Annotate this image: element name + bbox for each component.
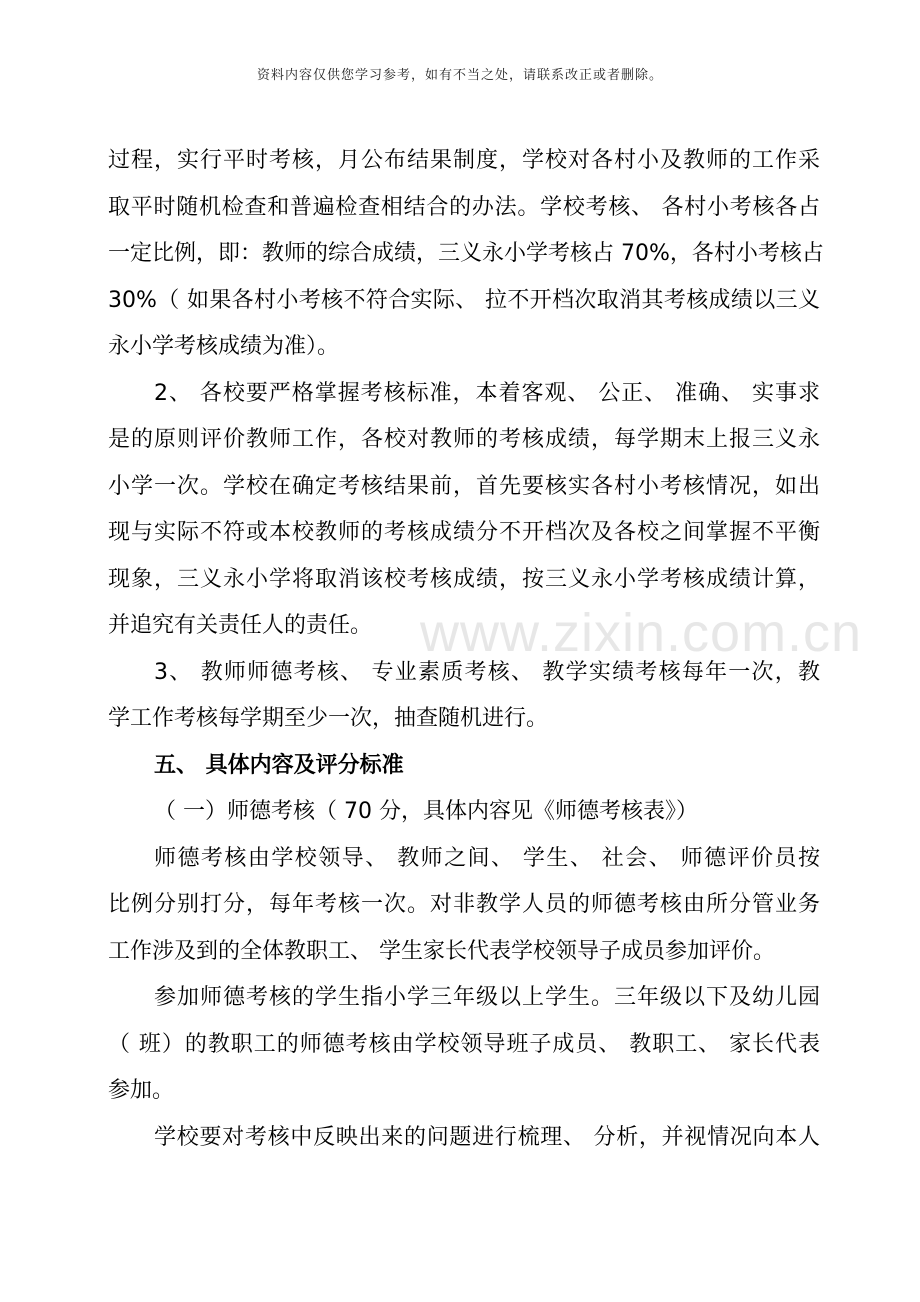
body-line: 学工作考核每学期至少一次，抽查随机进行。 <box>108 706 549 731</box>
body-line: 是的原则评价教师工作，各校对教师的考核成绩，每学期末上报三义永 <box>108 427 820 452</box>
body-line: 30%（ 如果各村小考核不符合实际、 拉不开档次取消其考核成绩以三义 <box>108 287 820 313</box>
body-line: 参加。 <box>108 1078 175 1103</box>
page-header-note: 资料内容仅供您学习参考，如有不当之处，请联系改正或者删除。 <box>256 68 663 83</box>
body-line: 比例分别打分，每年考核一次。对非教学人员的师德考核由所分管业务 <box>108 892 820 917</box>
document-body <box>108 138 824 1161</box>
body-line: 参加师德考核的学生指小学三年级以上学生。三年级以下及幼儿园 <box>154 985 820 1010</box>
body-line: 工作涉及到的全体教职工、 学生家长代表学校领导子成员参加评价。 <box>108 938 775 964</box>
body-line: 一定比例，即：教师的综合成绩，三义永小学考核占 70%，各村小考核占 <box>108 241 824 266</box>
body-line: 学校要对考核中反映出来的问题进行梳理、 分析，并视情况向本人 <box>154 1124 820 1150</box>
body-line: 师德考核由学校领导、 教师之间、 学生、 社会、 师德评价员按 <box>154 845 820 871</box>
body-line: 永小学考核成绩为准）。 <box>108 334 340 359</box>
subsection-heading: （ 一）师德考核（ 70 分，具体内容见《师德考核表》） <box>154 799 698 824</box>
body-line: 2、 各校要严格掌握考核标准，本着客观、 公正、 准确、 实事求 <box>154 380 820 406</box>
body-line: （ 班）的教职工的师德考核由学校领导班子成员、 教职工、 家长代表 <box>108 1031 820 1057</box>
body-line: 小学一次。学校在确定考核结果前，首先要核实各村小考核情况，如出 <box>108 473 820 499</box>
section-heading: 五、 具体内容及评分标准 <box>154 752 404 778</box>
body-line: 3、 教师师德考核、 专业素质考核、 教学实绩考核每年一次，教 <box>154 659 820 685</box>
body-line: 现象，三义永小学将取消该校考核成绩，按三义永小学考核成绩计算， <box>108 566 820 592</box>
body-line: 取平时随机检查和普遍检查相结合的办法。学校考核、 各村小考核各占 <box>108 194 820 220</box>
watermark: www.zixin.com.cn <box>420 603 863 663</box>
body-line: 现与实际不符或本校教师的考核成绩分不开档次及各校之间掌握不平衡 <box>108 520 820 545</box>
body-line: 过程，实行平时考核，月公布结果制度，学校对各村小及教师的工作采 <box>108 148 820 173</box>
body-line: 并追究有关责任人的责任。 <box>108 613 373 638</box>
